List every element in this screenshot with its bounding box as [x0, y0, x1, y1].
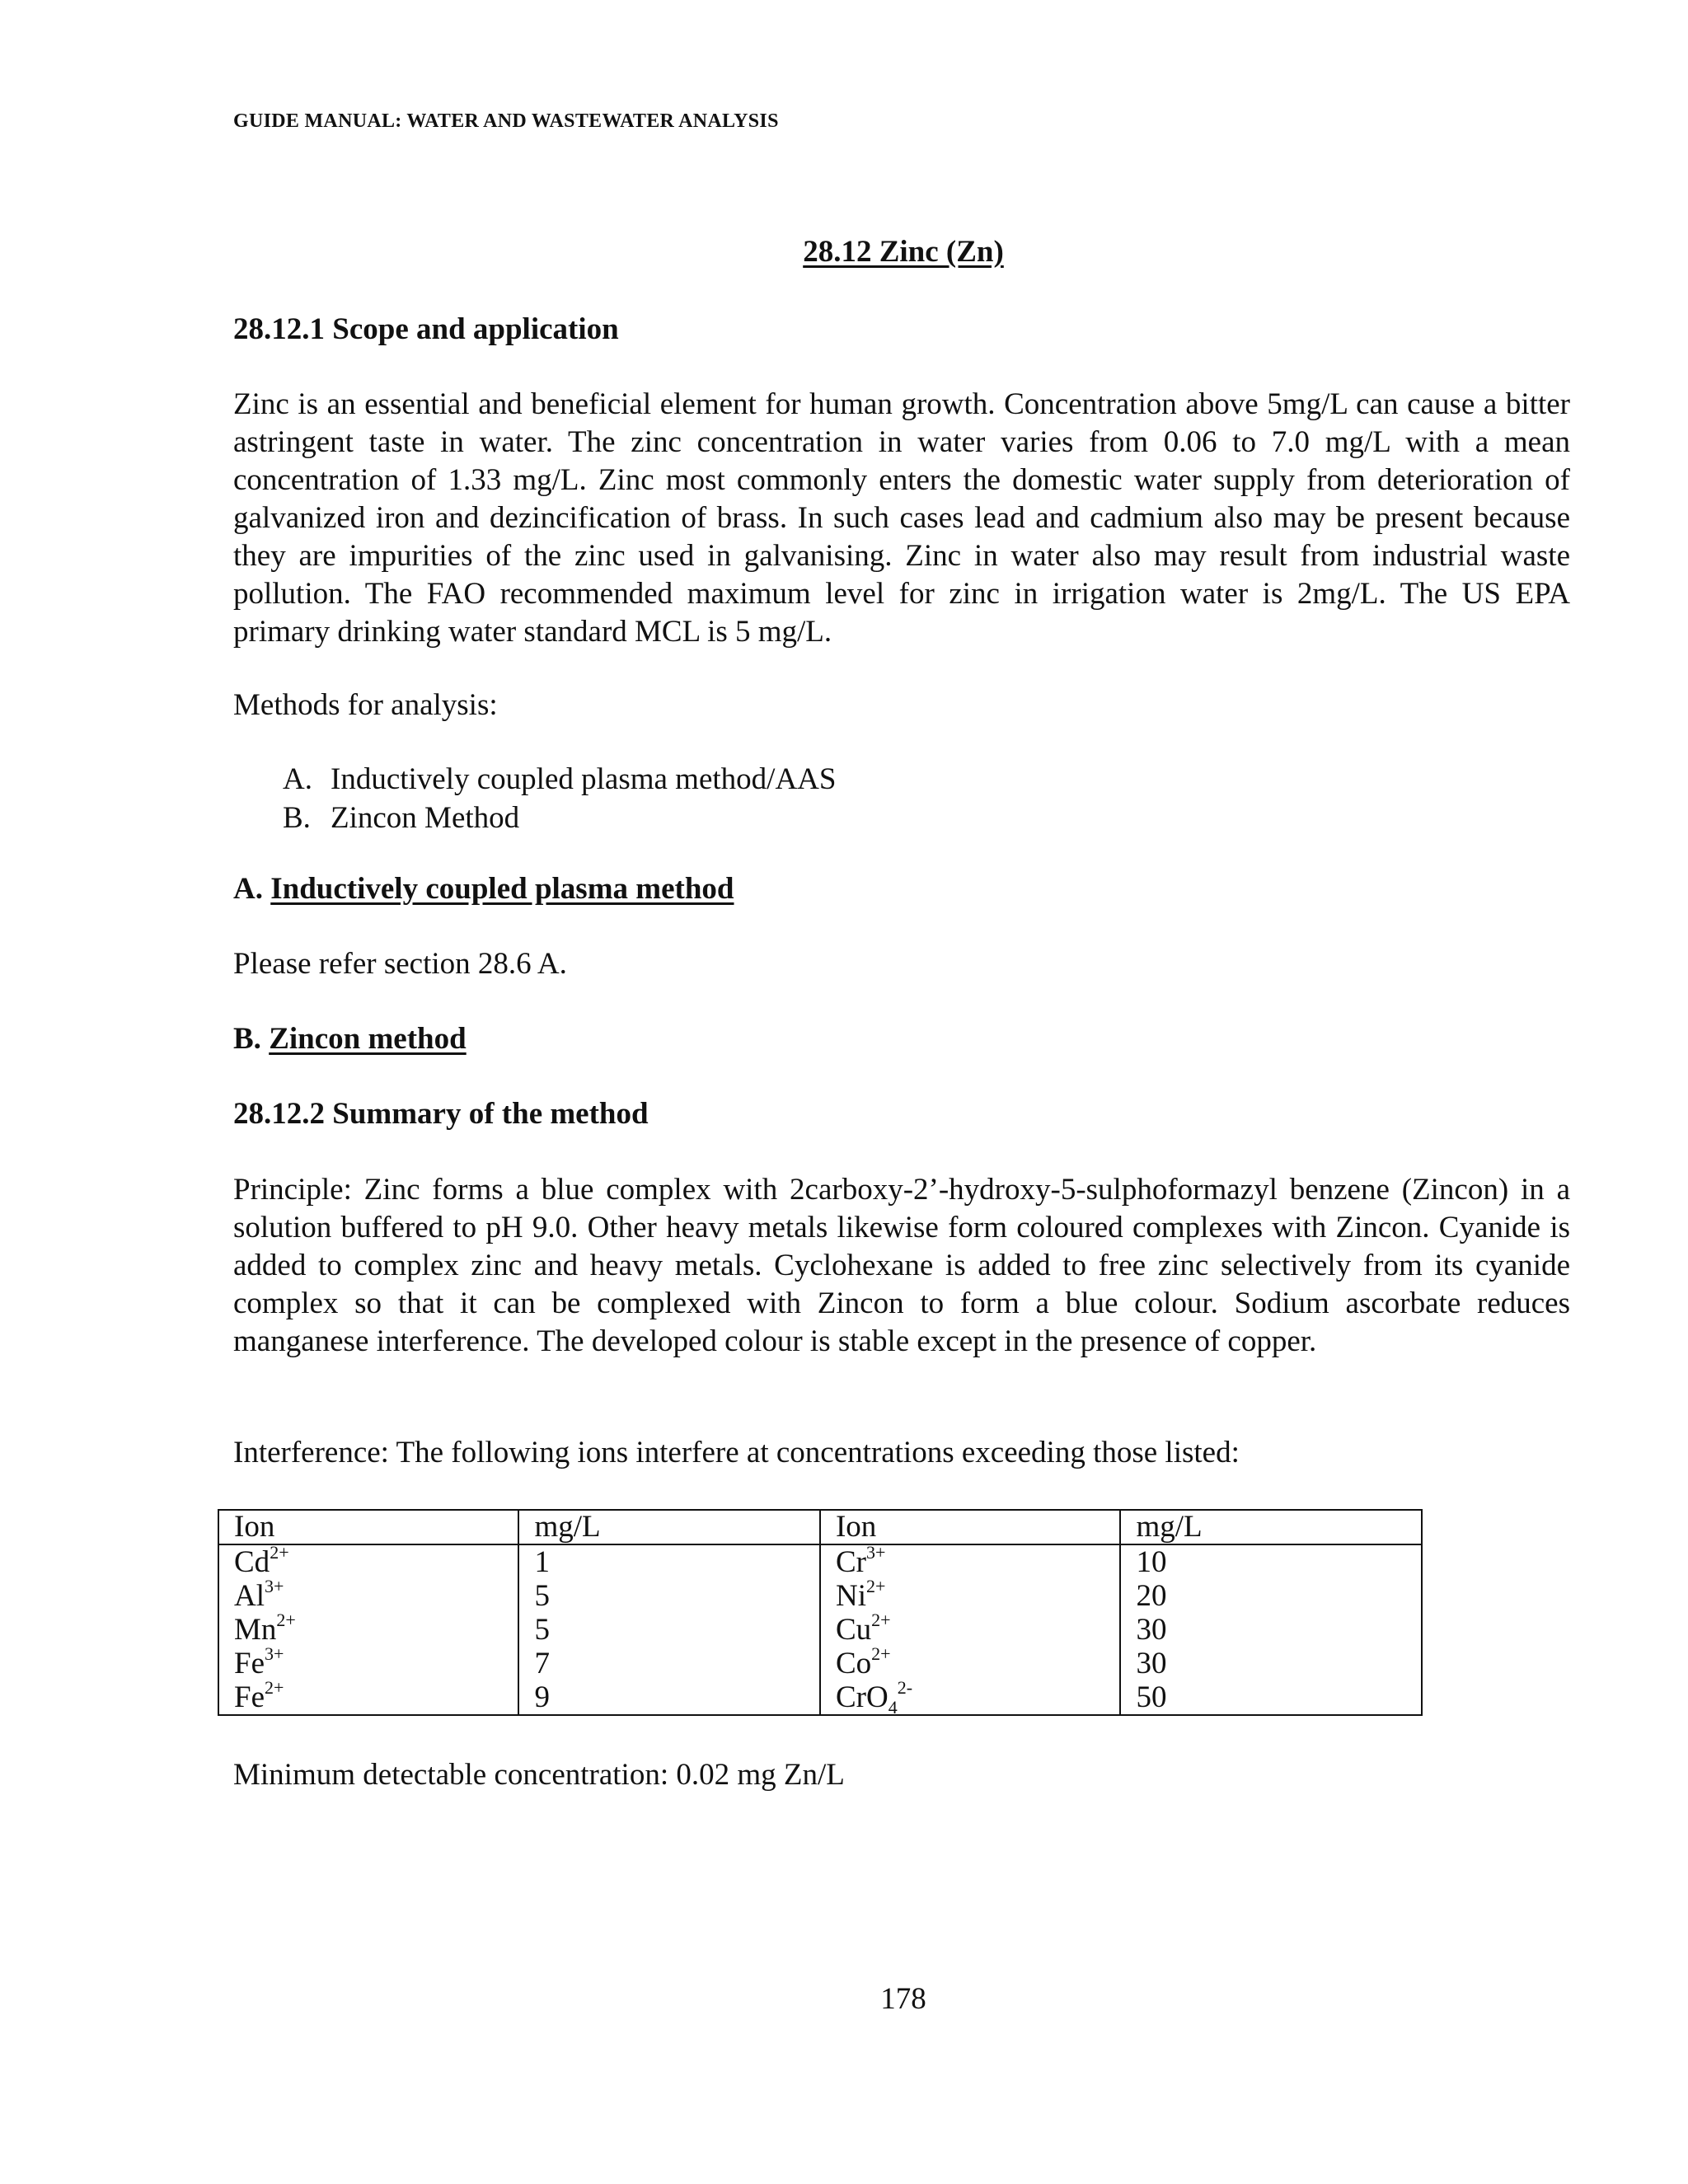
ion-symbol: Co — [835, 1647, 872, 1680]
ion-charge: 3+ — [865, 1542, 886, 1563]
interference-table — [218, 1509, 1423, 1716]
ion-cell — [835, 1542, 1120, 1579]
ion-symbol: Cr — [835, 1545, 866, 1579]
left-value-column — [518, 1544, 819, 1715]
ion-symbol: Ni — [835, 1579, 866, 1613]
min-detectable: Minimum detectable concentration: 0.02 mg Zn/L — [233, 1758, 845, 1792]
ion-charge: 2+ — [871, 1643, 891, 1664]
ion-symbol: Mn — [234, 1613, 277, 1647]
ion-cell — [234, 1576, 518, 1613]
ion-cell — [234, 1643, 518, 1680]
principle-paragraph: Principle: Zinc forms a blue complex with 2carboxy-2’-hydroxy-5-sulphoformazyl benzene (Zincon) in a solution buffered to pH 9.0. Other heavy metals likewise form coloured complexes with Zincon. Cyanide is added to complex zinc and heavy metals. Cyclohexane is added to free zinc selectively from its cyanide complex so that it can be complexed with Zincon to form a blue colour. Sodium ascorbate reduces manganese interference. The developed colour is stable except in the presence of copper. — [233, 1173, 1570, 1358]
ion-symbol: Cd — [234, 1545, 270, 1579]
methods-list — [283, 760, 836, 837]
section-a-heading — [233, 871, 734, 907]
value-cell: 7 — [534, 1647, 550, 1680]
scope-paragraph: Zinc is an essential and beneficial element for human growth. Concentration above 5mg/L can cause a bitter astringent taste in water. The zinc concentration in water varies from 0.06 to 7.0 mg/L with a mean concentration of 1.33 mg/L. Zinc most commonly enters the domestic water supply from deterioration of galvanized iron and dezincification of brass. In such cases lead and cadmium also may be present because they are impurities of the zinc used in galvanising. Zinc in water also may result from industrial waste pollution. The FAO recommended maximum level for zinc in irrigation water is 2mg/L. The US EPA primary drinking water standard MCL is 5 mg/L. — [233, 387, 1570, 649]
ion-cell — [835, 1610, 1120, 1647]
ion-symbol: CrO — [835, 1680, 889, 1714]
ion-charge: 2+ — [276, 1610, 296, 1630]
table-header-cell: Ion — [218, 1510, 518, 1544]
ion-charge: 2- — [897, 1677, 913, 1698]
ion-symbol: Fe — [234, 1680, 265, 1714]
right-value-column — [1120, 1544, 1422, 1715]
method-letter: A. — [283, 762, 312, 796]
section-b-prefix: B. — [233, 1022, 270, 1056]
ion-cell — [234, 1542, 518, 1579]
value-cell: 30 — [1136, 1647, 1167, 1680]
ion-subscript: 4 — [888, 1697, 898, 1718]
method-text: Inductively coupled plasma method/AAS — [331, 762, 837, 796]
method-text: Zincon Method — [331, 801, 520, 835]
ion-cell — [835, 1576, 1120, 1613]
ion-charge: 2+ — [871, 1610, 891, 1630]
page-number: 178 — [880, 1982, 926, 2016]
value-cell: 9 — [534, 1680, 550, 1714]
value-cell: 5 — [534, 1579, 550, 1613]
method-item — [283, 799, 836, 837]
method-item — [283, 760, 836, 799]
ion-cell — [835, 1643, 1120, 1680]
value-cell: 5 — [534, 1613, 550, 1647]
ion-symbol: Cu — [835, 1613, 872, 1647]
table-body-row — [218, 1544, 1422, 1715]
ion-charge: 2+ — [865, 1576, 886, 1596]
section-b-title: Zincon method — [269, 1022, 467, 1056]
section-title: 28.12 Zinc (Zn) — [803, 235, 1004, 269]
summary-heading: 28.12.2 Summary of the method — [233, 1097, 649, 1131]
ion-cell — [234, 1677, 518, 1714]
scope-heading: 28.12.1 Scope and application — [233, 312, 619, 346]
section-a-prefix: A. — [233, 872, 271, 906]
section-a-title: Inductively coupled plasma method — [270, 872, 734, 906]
table-header-row — [218, 1510, 1422, 1544]
right-ion-column — [820, 1542, 1121, 1718]
section-a-text: Please refer section 28.6 A. — [233, 947, 567, 981]
ion-cell — [835, 1677, 1120, 1718]
method-letter: B. — [283, 801, 311, 835]
ion-cell — [234, 1610, 518, 1647]
table-header-cell: Ion — [820, 1510, 1121, 1544]
value-cell: 1 — [534, 1545, 550, 1579]
ion-symbol: Al — [234, 1579, 265, 1613]
value-cell: 30 — [1136, 1613, 1167, 1647]
table-header-cell: mg/L — [518, 1510, 819, 1544]
value-cell: 20 — [1136, 1579, 1167, 1613]
table-header-cell: mg/L — [1120, 1510, 1422, 1544]
ion-charge: 2+ — [265, 1677, 284, 1698]
methods-intro: Methods for analysis: — [233, 688, 498, 722]
value-cell: 10 — [1136, 1545, 1167, 1579]
ion-charge: 2+ — [270, 1542, 289, 1563]
interference-intro: Interference: The following ions interfere at concentrations exceeding those listed: — [233, 1436, 1240, 1469]
ion-symbol: Fe — [234, 1647, 265, 1680]
running-header: GUIDE MANUAL: WATER AND WASTEWATER ANALYSIS — [233, 110, 779, 132]
ion-charge: 3+ — [265, 1576, 284, 1596]
ion-charge: 3+ — [265, 1643, 284, 1664]
value-cell: 50 — [1136, 1680, 1167, 1714]
left-ion-column — [218, 1544, 518, 1715]
section-b-heading — [233, 1021, 467, 1057]
